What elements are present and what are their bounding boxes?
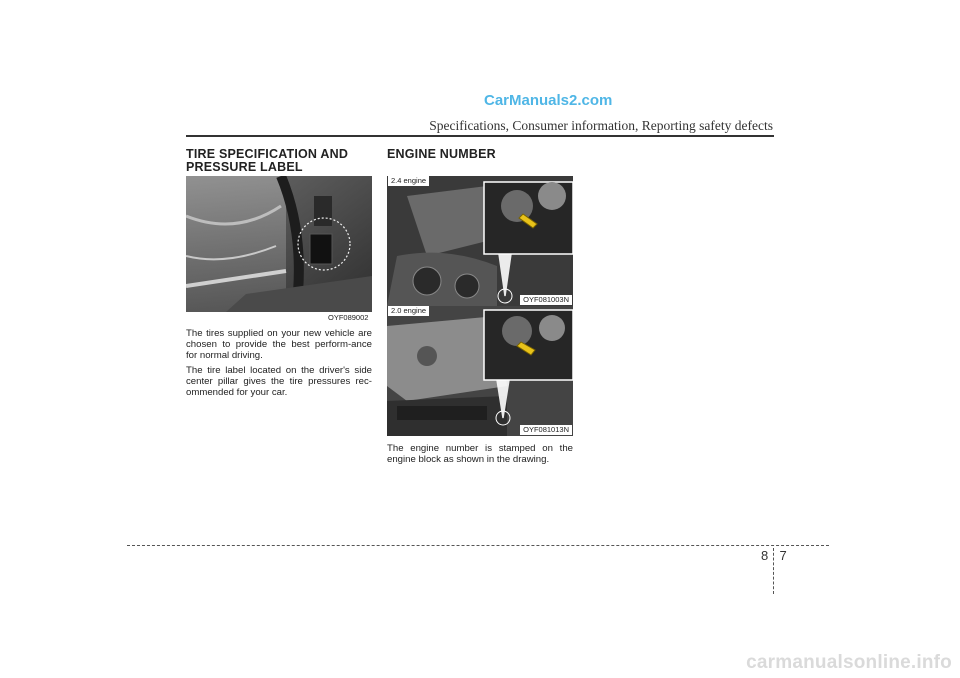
- engine-20-illustration: [387, 306, 573, 436]
- page-header-title: Specifications, Consumer information, Reporting safety defects: [429, 118, 773, 133]
- header-rule: [186, 135, 774, 137]
- engine-paragraph: The engine number is stamped on the engine block as shown in the drawing.: [387, 443, 573, 466]
- engine-24-illustration: [387, 176, 573, 306]
- door-pillar-illustration: [186, 176, 372, 312]
- engine-24-tag: 2.4 engine: [388, 176, 429, 186]
- tire-paragraph-2: The tire label located on the driver's side center pillar gives the tire pressures rec-ommended for your car.: [186, 364, 372, 399]
- page-section: 8: [761, 548, 769, 563]
- watermark-top: CarManuals2.com: [484, 92, 613, 109]
- tire-title-line2: PRESSURE LABEL: [186, 160, 303, 174]
- engine-20-tag: 2.0 engine: [388, 306, 429, 316]
- page-index: 7: [779, 548, 787, 563]
- tire-paragraph-1: The tires supplied on your new vehicle are chosen to provide the best perform-ance for normal driving.: [186, 328, 372, 362]
- page-divider: [773, 548, 775, 594]
- engine-body-text: [387, 443, 573, 468]
- engine-24-photo: [387, 176, 573, 306]
- tire-title-line1: TIRE SPECIFICATION AND: [186, 147, 349, 161]
- tire-image-code: OYF089002: [328, 313, 369, 322]
- engine-20-code: OYF081013N: [520, 425, 572, 435]
- tire-section-title: [186, 148, 348, 174]
- engine-24-code: OYF081003N: [520, 295, 572, 305]
- door-pillar-photo: [186, 176, 372, 312]
- engine-20-photo: [387, 306, 573, 436]
- footer-watermark: carmanualsonline.info: [746, 652, 952, 673]
- engine-section-title: ENGINE NUMBER: [387, 147, 496, 161]
- tire-body-text: [186, 328, 372, 401]
- footer-dashed-rule: [127, 545, 829, 546]
